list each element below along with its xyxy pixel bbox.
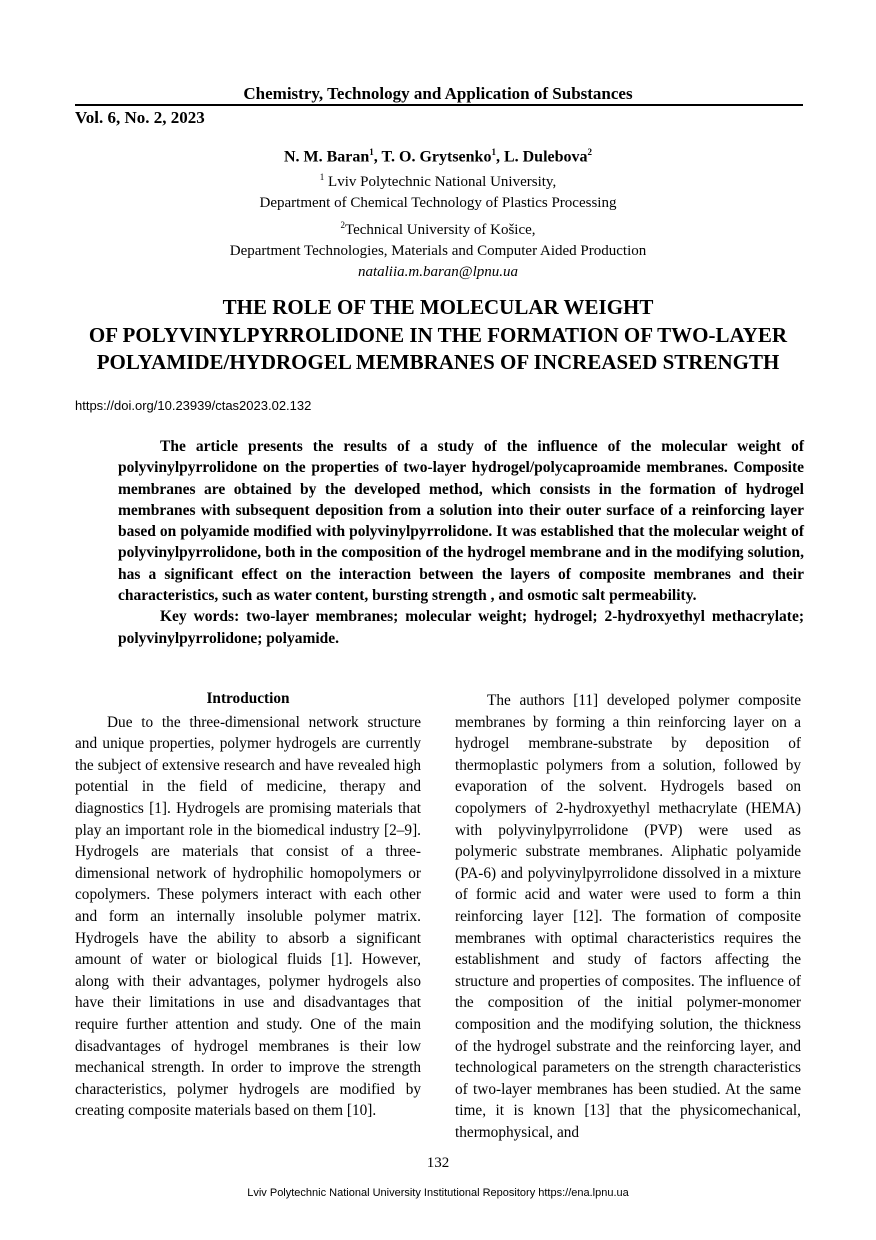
doi-link[interactable]: https://doi.org/10.23939/ctas2023.02.132: [75, 398, 312, 413]
title-line: THE ROLE OF THE MOLECULAR WEIGHT: [222, 295, 654, 319]
journal-name: Chemistry, Technology and Application of Substances: [243, 84, 633, 103]
affiliation-1-department: Department of Chemical Technology of Plastics Processing: [259, 195, 617, 212]
affiliation-mark: 1: [319, 172, 325, 182]
title-line: POLYAMIDE/HYDROGEL MEMBRANES OF INCREASED STRENGTH: [96, 350, 780, 374]
abstract: [118, 436, 804, 649]
section-heading-introduction: Introduction: [206, 690, 290, 707]
affiliation-2-university: Technical University of Košice,: [344, 221, 536, 238]
left-column: [75, 688, 421, 1122]
right-column: [455, 690, 801, 1143]
affiliations: [0, 167, 876, 283]
affiliation-mark: 2: [587, 147, 593, 157]
keywords: Key words: two-layer membranes; molecular weight; hydrogel; 2-hydroxyethyl methacrylate; polyvinylpyrrolidone; polyamide.: [118, 608, 804, 647]
corresponding-email[interactable]: nataliia.m.baran@lpnu.ua: [357, 264, 519, 281]
affiliation-mark: 1: [491, 147, 496, 157]
body-paragraph: The authors [11] developed polymer composite membranes by forming a thin reinforcing layer on a hydrogel membrane-substrate by deposition of thermoplastic polymers from a solution, followed by evaporation of the solvent. Hydrogels based on copolymers of 2-hydroxyethyl methacrylate (HEMA) with polyvinylpyrrolidone (PVP) were used as polymeric substrate membranes. Aliphatic polyamide (PA-6) and polyvinylpyrrolidone dissolved in a mixture of formic acid and water were used to form a thin reinforcing layer [12]. The formation of composite membranes with optimal characteristics requires the establishment and study of factors affecting the structure and properties of composites. The influence of the composition of the initial polymer-monomer composition and the modifying solution, the thickness of the hydrogel substrate and the reinforcing layer, and technological parameters on the strength characteristics of two-layer membranes has been studied. At the same time, it is known [13] that the physicomechanical, thermophysical, and: [455, 692, 801, 1141]
author-name: L. Dulebova: [503, 148, 588, 166]
repository-footer: Lviv Polytechnic National University Institutional Repository https://ena.lpnu.ua: [247, 1187, 629, 1199]
volume-info: Vol. 6, No. 2, 2023: [75, 108, 205, 127]
page-number: 132: [426, 1155, 450, 1171]
title-line: OF POLYVINYLPYRROLIDONE IN THE FORMATION OF TWO-LAYER: [88, 322, 788, 347]
affiliation-1-university: Lviv Polytechnic National University,: [328, 174, 557, 190]
affiliation-mark: 2: [340, 219, 345, 230]
authors: N. M. Baran$^1$, T. O. Grytsenko$^1$, L. Dulebova$^2$: [283, 147, 593, 166]
author-name: N. M. Baran: [283, 148, 370, 166]
author-name: T. O. Grytsenko: [381, 148, 492, 166]
header-rule: [75, 104, 803, 106]
affiliation-mark: 1: [369, 147, 374, 157]
paper-title: [0, 294, 876, 377]
affiliation-2-department: Department Technologies, Materials and Computer Aided Production: [229, 242, 647, 259]
abstract-text: The article presents the results of a study of the influence of the molecular weight of polyvinylpyrrolidone on the properties of two-layer hydrogel/polycaproamide membranes. Composite membranes are obtained by the developed method, which consists in the formation of hydrogel membranes with subsequent deposition from a solution into their outer surface of a reinforcing layer based on polyamide modified with polyvinylpyrrolidone. It was established that the molecular weight of polyvinylpyrrolidone, both in the composition of the hydrogel membrane and in the modifying solution, has a significant effect on the interaction between the layers of composite membranes and their characteristics, such as water content, bursting strength , and osmotic salt permeability.: [118, 438, 804, 605]
body-paragraph: Due to the three-dimensional network structure and unique properties, polymer hydrogels are currently the subject of extensive research and have revealed high potential in the field of medicine, therapy and diagnostics [1]. Hydrogels are promising materials that play an important role in the biomedical industry [2–9]. Hydrogels are materials that consist of a three-dimensional network of hydrophilic homopolymers or copolymers. These polymers interact with each other and form an internally insoluble polymer matrix. Hydrogels have the ability to absorb a significant amount of water or biological fluids [1]. However, along with their advantages, polymer hydrogels also have their limitations in use and disadvantages that require further attention and study. One of the main disadvantages of hydrogel membranes is their low mechanical strength. In order to improve the strength characteristics, polymer hydrogels are modified by creating composite materials based on them [10].: [75, 713, 421, 1120]
